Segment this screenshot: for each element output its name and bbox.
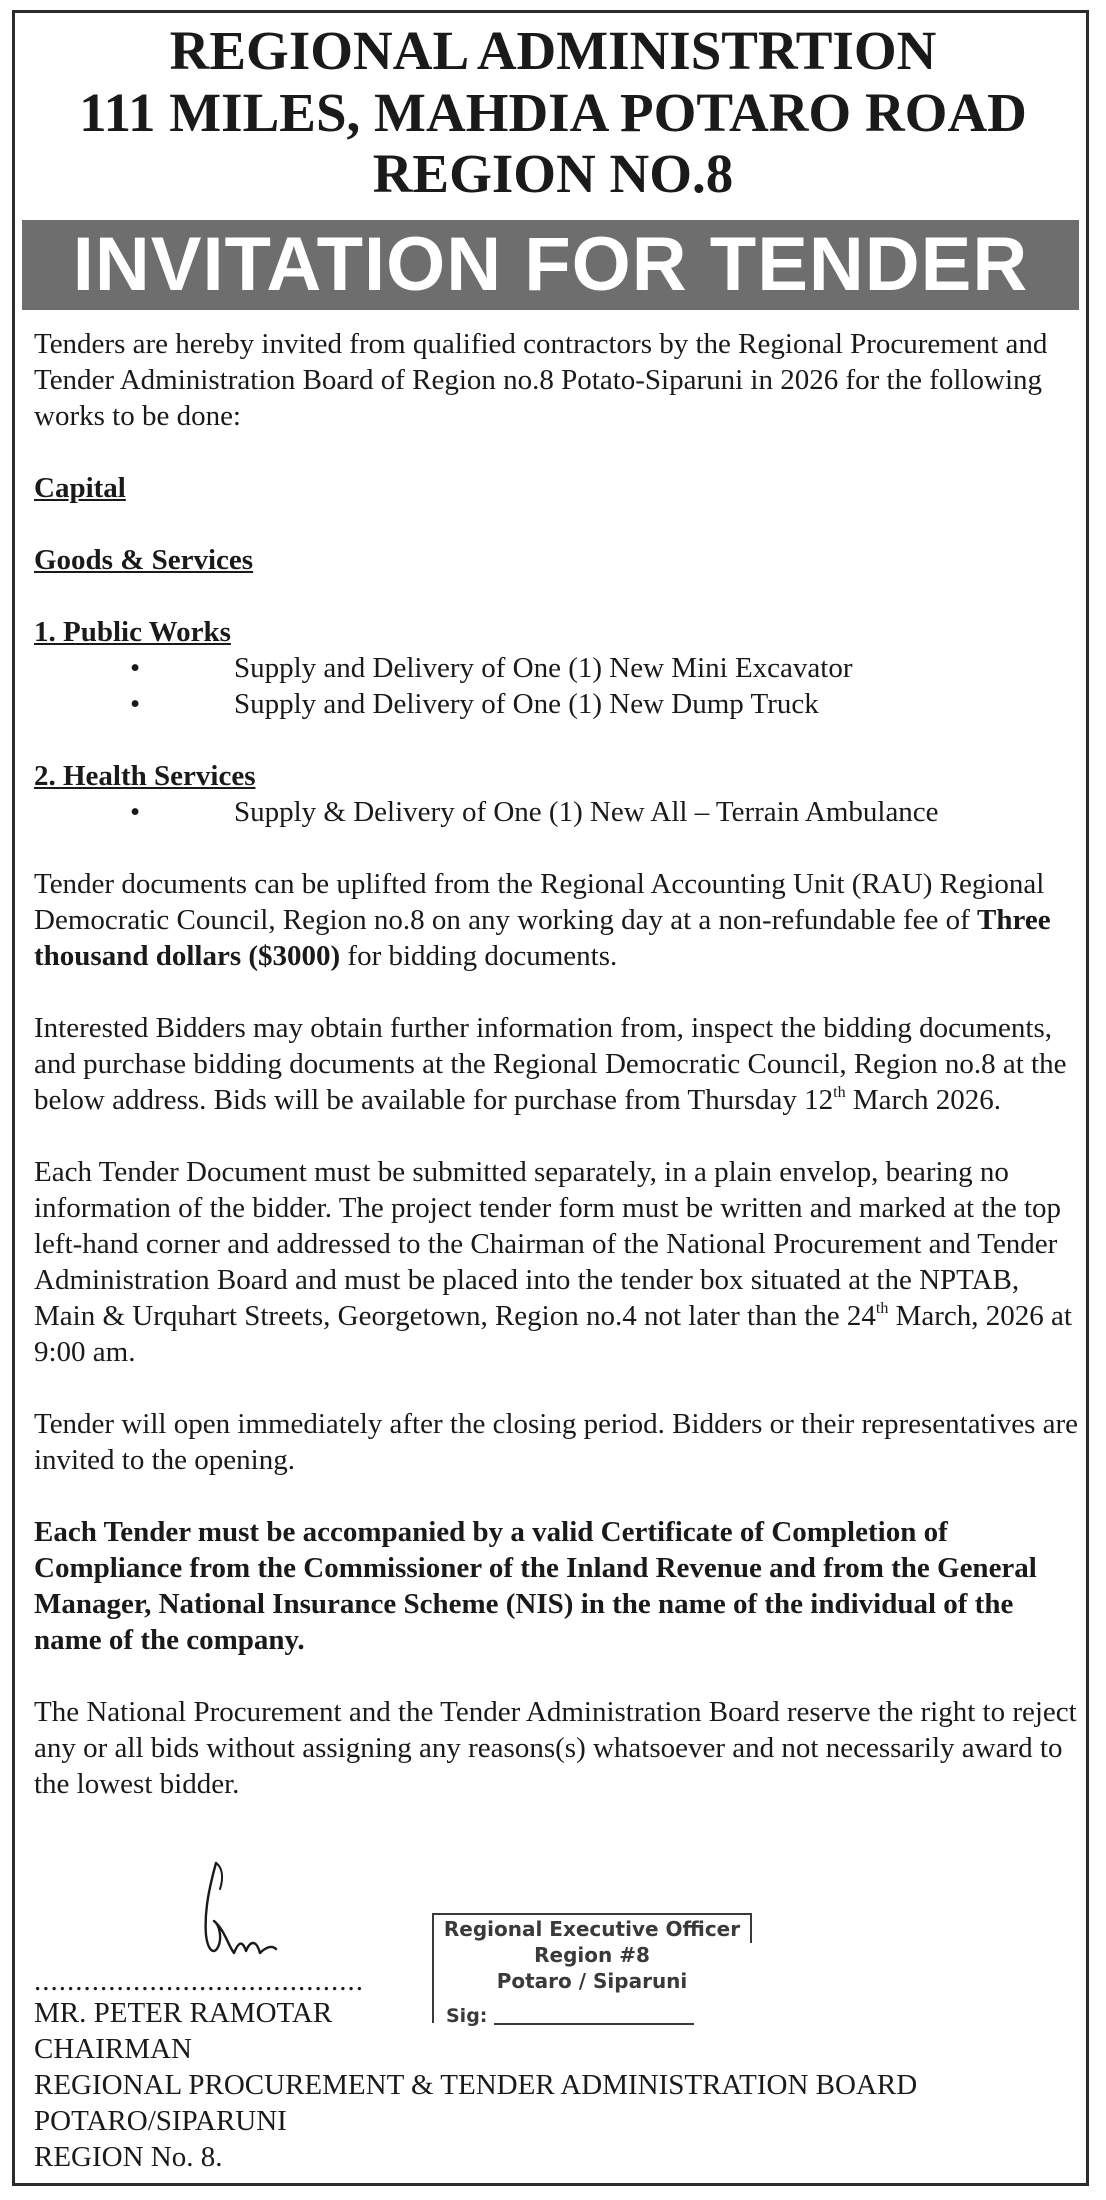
official-stamp	[432, 1913, 752, 2033]
header-line-1: REGIONAL ADMINISTRTION	[169, 20, 937, 81]
submission-text: Each Tender Document must be submitted separately, in a plain envelop, bearing no information of the bidder. The project tender form must be written and marked at the top left-hand corner and addressed to the Chairman of the National Procurement and Tender Administration Board and must be placed into the tender box situated at the NPTAB, Main & Urquhart Streets, Georgetown, Region no.4 not later than the 24	[34, 1156, 1062, 1332]
documents-text: Tender documents can be uplifted from the Regional Accounting Unit (RAU) Regional Democratic Council, Region no.8 on any working day at a non-refundable fee of	[34, 868, 1045, 936]
section-title-health-services: 2. Health Services	[34, 760, 256, 792]
bullet-icon: •	[130, 652, 141, 684]
documents-text-end: for bidding documents.	[340, 940, 618, 972]
heading-goods-services: Goods & Services	[34, 544, 254, 576]
submission-paragraph	[34, 1154, 1079, 1370]
bullet-icon: •	[130, 688, 141, 720]
opening-paragraph: Tender will open immediately after the closing period. Bidders or their representatives are invited to the opening.	[34, 1408, 1079, 1476]
stamp-line-1: Regional Executive Officer	[443, 1917, 741, 1941]
stamp-sig-label: Sig:	[446, 2005, 488, 2027]
public-works-list	[34, 650, 1079, 722]
heading-capital: Capital	[34, 472, 126, 504]
title-banner-text: INVITATION FOR TENDER	[72, 222, 1029, 307]
section-title-public-works: 1. Public Works	[34, 616, 231, 648]
signatory-board: REGIONAL PROCUREMENT & TENDER ADMINISTRATION BOARD	[34, 2069, 918, 2101]
header-line-3: REGION NO.8	[372, 143, 734, 204]
list-item	[34, 686, 1079, 722]
ordinal-suffix: th	[833, 1084, 846, 1101]
handwritten-signature	[164, 1855, 314, 1975]
signatory-area: POTARO/SIPARUNI	[34, 2105, 287, 2137]
health-services-list	[34, 794, 1079, 830]
reserve-paragraph: The National Procurement and the Tender Administration Board reserve the right to reject any or all bids without assigning any reasons(s) whatsoever and not necessarily award to the lowest bidder.	[34, 1696, 1077, 1800]
bidders-text-end: March 2026.	[845, 1084, 1002, 1116]
list-item	[34, 650, 1079, 686]
intro-paragraph: Tenders are hereby invited from qualified contractors by the Regional Procurement and Tender Administration Board of Region no.8 Potato-Siparuni in 2026 for the following works to be done:	[34, 328, 1048, 432]
title-banner	[22, 220, 1079, 310]
bidders-text: Interested Bidders may obtain further information from, inspect the bidding documents, and purchase bidding documents at the Regional Democratic Council, Region no.8 at the below address. Bids will be available for purchase from Thursday 12	[34, 1012, 1067, 1116]
signatory-name: MR. PETER RAMOTAR	[34, 1997, 333, 2029]
stamp-line-3: Potaro / Siparuni	[496, 1969, 688, 1993]
list-item-text: Supply and Delivery of One (1) New Mini Excavator	[234, 652, 853, 684]
bullet-icon: •	[130, 796, 141, 828]
list-item-text: Supply & Delivery of One (1) New All – Terrain Ambulance	[234, 796, 939, 828]
stamp-line-2: Region #8	[534, 1943, 650, 1967]
tender-body	[34, 326, 1079, 1802]
header-line-2: 111 MILES, MAHDIA POTARO ROAD	[79, 82, 1027, 143]
ordinal-suffix: th	[875, 1300, 889, 1317]
list-item-text: Supply and Delivery of One (1) New Dump Truck	[234, 688, 819, 720]
certificate-paragraph: Each Tender must be accompanied by a valid Certificate of Completion of Compliance from the Commissioner of the Inland Revenue and from the General Manager, National Insurance Scheme (NIS) in the name of the individual of the name of the company.	[34, 1516, 1037, 1656]
signature-line: ........................................	[34, 1965, 364, 1997]
documents-paragraph	[34, 866, 1079, 974]
signature-block	[34, 1855, 1074, 2185]
list-item	[34, 794, 1079, 830]
fee-amount: Three thousand dollars ($3000)	[34, 904, 1051, 972]
signatory-region: REGION No. 8.	[34, 2141, 223, 2173]
signatory-title: CHAIRMAN	[34, 2033, 192, 2065]
bidders-paragraph	[34, 1010, 1079, 1118]
submission-text-end: March, 2026 at 9:00 am.	[34, 1300, 1072, 1368]
